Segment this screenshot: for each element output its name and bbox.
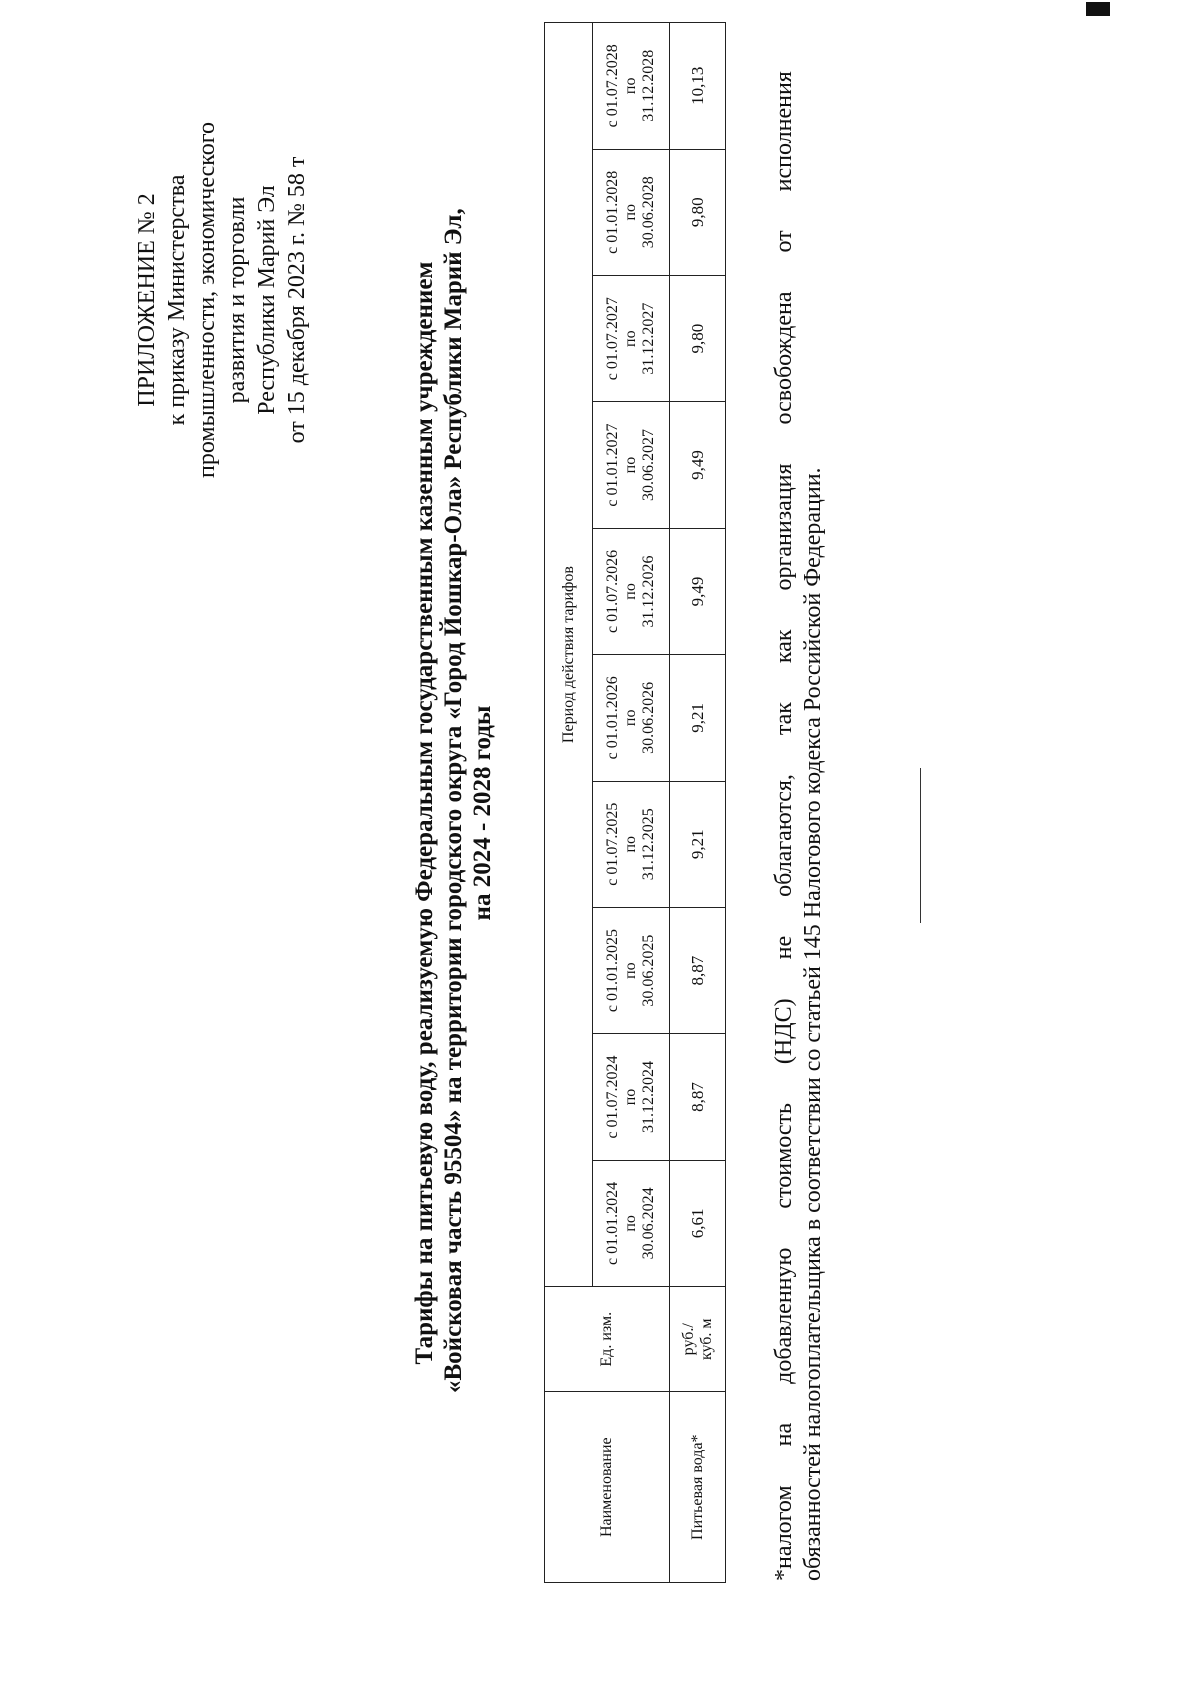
footnote-word: освобождена bbox=[771, 291, 797, 425]
header-period bbox=[593, 23, 670, 150]
header-period bbox=[593, 781, 670, 907]
tariff-value: 10,13 bbox=[670, 23, 726, 150]
title-line: «Войсковая часть 95504» на территории городского округа «Город Йошкар-Ола» Республики Марий Эл, bbox=[440, 208, 467, 1393]
tariff-value: 8,87 bbox=[670, 907, 726, 1033]
period-sep: по bbox=[622, 962, 639, 979]
period-to: 31.12.2025 bbox=[640, 808, 657, 881]
title-line: на 2024 - 2028 годы bbox=[469, 705, 496, 921]
period-sep: по bbox=[622, 77, 639, 95]
cell-name: Питьевая вода* bbox=[670, 1392, 726, 1583]
scan-corner-mark bbox=[1086, 2, 1110, 16]
tariff-value: 9,49 bbox=[670, 402, 726, 528]
period-to: 31.12.2027 bbox=[640, 302, 657, 375]
period-sep: по bbox=[622, 835, 639, 853]
period-from: с 01.01.2025 bbox=[604, 929, 621, 1013]
header-period bbox=[593, 149, 670, 275]
period-sep: по bbox=[622, 330, 639, 347]
header-period bbox=[593, 907, 670, 1033]
tariff-value: 9,49 bbox=[670, 528, 726, 654]
footnote-word: не bbox=[771, 935, 797, 960]
footnote-word: *налогом bbox=[771, 1485, 797, 1581]
period-sep: по bbox=[622, 203, 639, 221]
footnote-line: обязанностей налогоплательщика в соответствии со статьей 145 Налогового кодекса Российской Федерации. bbox=[800, 467, 826, 1581]
period-to: 31.12.2026 bbox=[640, 555, 657, 628]
header-period bbox=[593, 528, 670, 654]
appendix-line: промышленности, экономического bbox=[194, 122, 220, 478]
footnote-word: стоимость bbox=[771, 1103, 797, 1209]
footnote-line bbox=[770, 71, 799, 1581]
tariff-value: 9,21 bbox=[670, 655, 726, 781]
cell-unit bbox=[670, 1287, 726, 1392]
period-from: с 01.01.2028 bbox=[604, 170, 621, 254]
closing-rule bbox=[920, 768, 921, 923]
tariff-value: 8,87 bbox=[670, 1034, 726, 1160]
header-unit: Ед. изм. bbox=[545, 1287, 670, 1392]
table-row bbox=[670, 23, 726, 1583]
tariff-value: 9,80 bbox=[670, 275, 726, 401]
appendix-line: от 15 декабря 2023 г. № 58 т bbox=[284, 156, 310, 444]
tariff-table bbox=[544, 22, 726, 1583]
tariff-value: 9,21 bbox=[670, 781, 726, 907]
footnote-word: исполнения bbox=[771, 71, 797, 192]
tariff-value: 9,80 bbox=[670, 149, 726, 275]
period-from: с 01.01.2027 bbox=[604, 423, 621, 507]
header-period bbox=[593, 1160, 670, 1286]
footnote-word: облагаются, bbox=[771, 774, 797, 897]
period-sep: по bbox=[622, 1088, 639, 1106]
period-from: с 01.01.2026 bbox=[604, 676, 621, 760]
period-to: 31.12.2028 bbox=[640, 49, 657, 122]
period-to: 30.06.2025 bbox=[640, 934, 657, 1007]
unit-line: куб. м bbox=[697, 1318, 715, 1361]
header-name: Наименование bbox=[545, 1392, 670, 1583]
footnote-word: добавленную bbox=[771, 1247, 797, 1384]
header-period bbox=[593, 275, 670, 401]
footnote-word: (НДС) bbox=[771, 998, 797, 1065]
document-title bbox=[410, 208, 497, 1393]
period-to: 30.06.2024 bbox=[640, 1187, 657, 1260]
footnote-word: на bbox=[771, 1422, 797, 1447]
period-sep: по bbox=[622, 583, 639, 600]
header-period bbox=[593, 402, 670, 528]
period-to: 30.06.2027 bbox=[640, 429, 657, 502]
period-from: с 01.01.2024 bbox=[604, 1181, 621, 1265]
appendix-block bbox=[132, 110, 312, 490]
period-to: 30.06.2028 bbox=[640, 176, 657, 249]
footnote-word: так bbox=[771, 702, 797, 736]
appendix-line: развития и торговли bbox=[224, 196, 250, 404]
period-from: с 01.07.2028 bbox=[604, 44, 621, 128]
period-sep: по bbox=[622, 456, 639, 474]
title-line: Тарифы на питьевую воду, реализуемую Федеральным государственным казенным учреждением bbox=[411, 261, 438, 1365]
table-header-row bbox=[545, 23, 593, 1583]
header-period bbox=[593, 655, 670, 781]
period-from: с 01.07.2026 bbox=[604, 549, 621, 633]
footnote-word: от bbox=[771, 230, 797, 253]
header-period bbox=[593, 1034, 670, 1160]
period-to: 31.12.2024 bbox=[640, 1061, 657, 1133]
period-from: с 01.07.2025 bbox=[604, 802, 621, 886]
period-from: с 01.07.2027 bbox=[604, 297, 621, 381]
tariff-value: 6,61 bbox=[670, 1160, 726, 1286]
footnote-word: как bbox=[771, 629, 797, 664]
period-to: 30.06.2026 bbox=[640, 681, 657, 754]
appendix-line: ПРИЛОЖЕНИЕ № 2 bbox=[134, 193, 160, 407]
period-from: с 01.07.2024 bbox=[604, 1055, 621, 1139]
footnote bbox=[770, 71, 828, 1581]
appendix-line: Республики Марий Эл bbox=[254, 185, 280, 415]
header-period-group: Период действия тарифов bbox=[545, 23, 593, 1287]
unit-line: руб./ bbox=[679, 1323, 697, 1356]
appendix-line: к приказу Министерства bbox=[164, 174, 190, 426]
period-sep: по bbox=[622, 1215, 639, 1232]
footnote-word: организация bbox=[771, 463, 797, 591]
period-sep: по bbox=[622, 709, 639, 727]
